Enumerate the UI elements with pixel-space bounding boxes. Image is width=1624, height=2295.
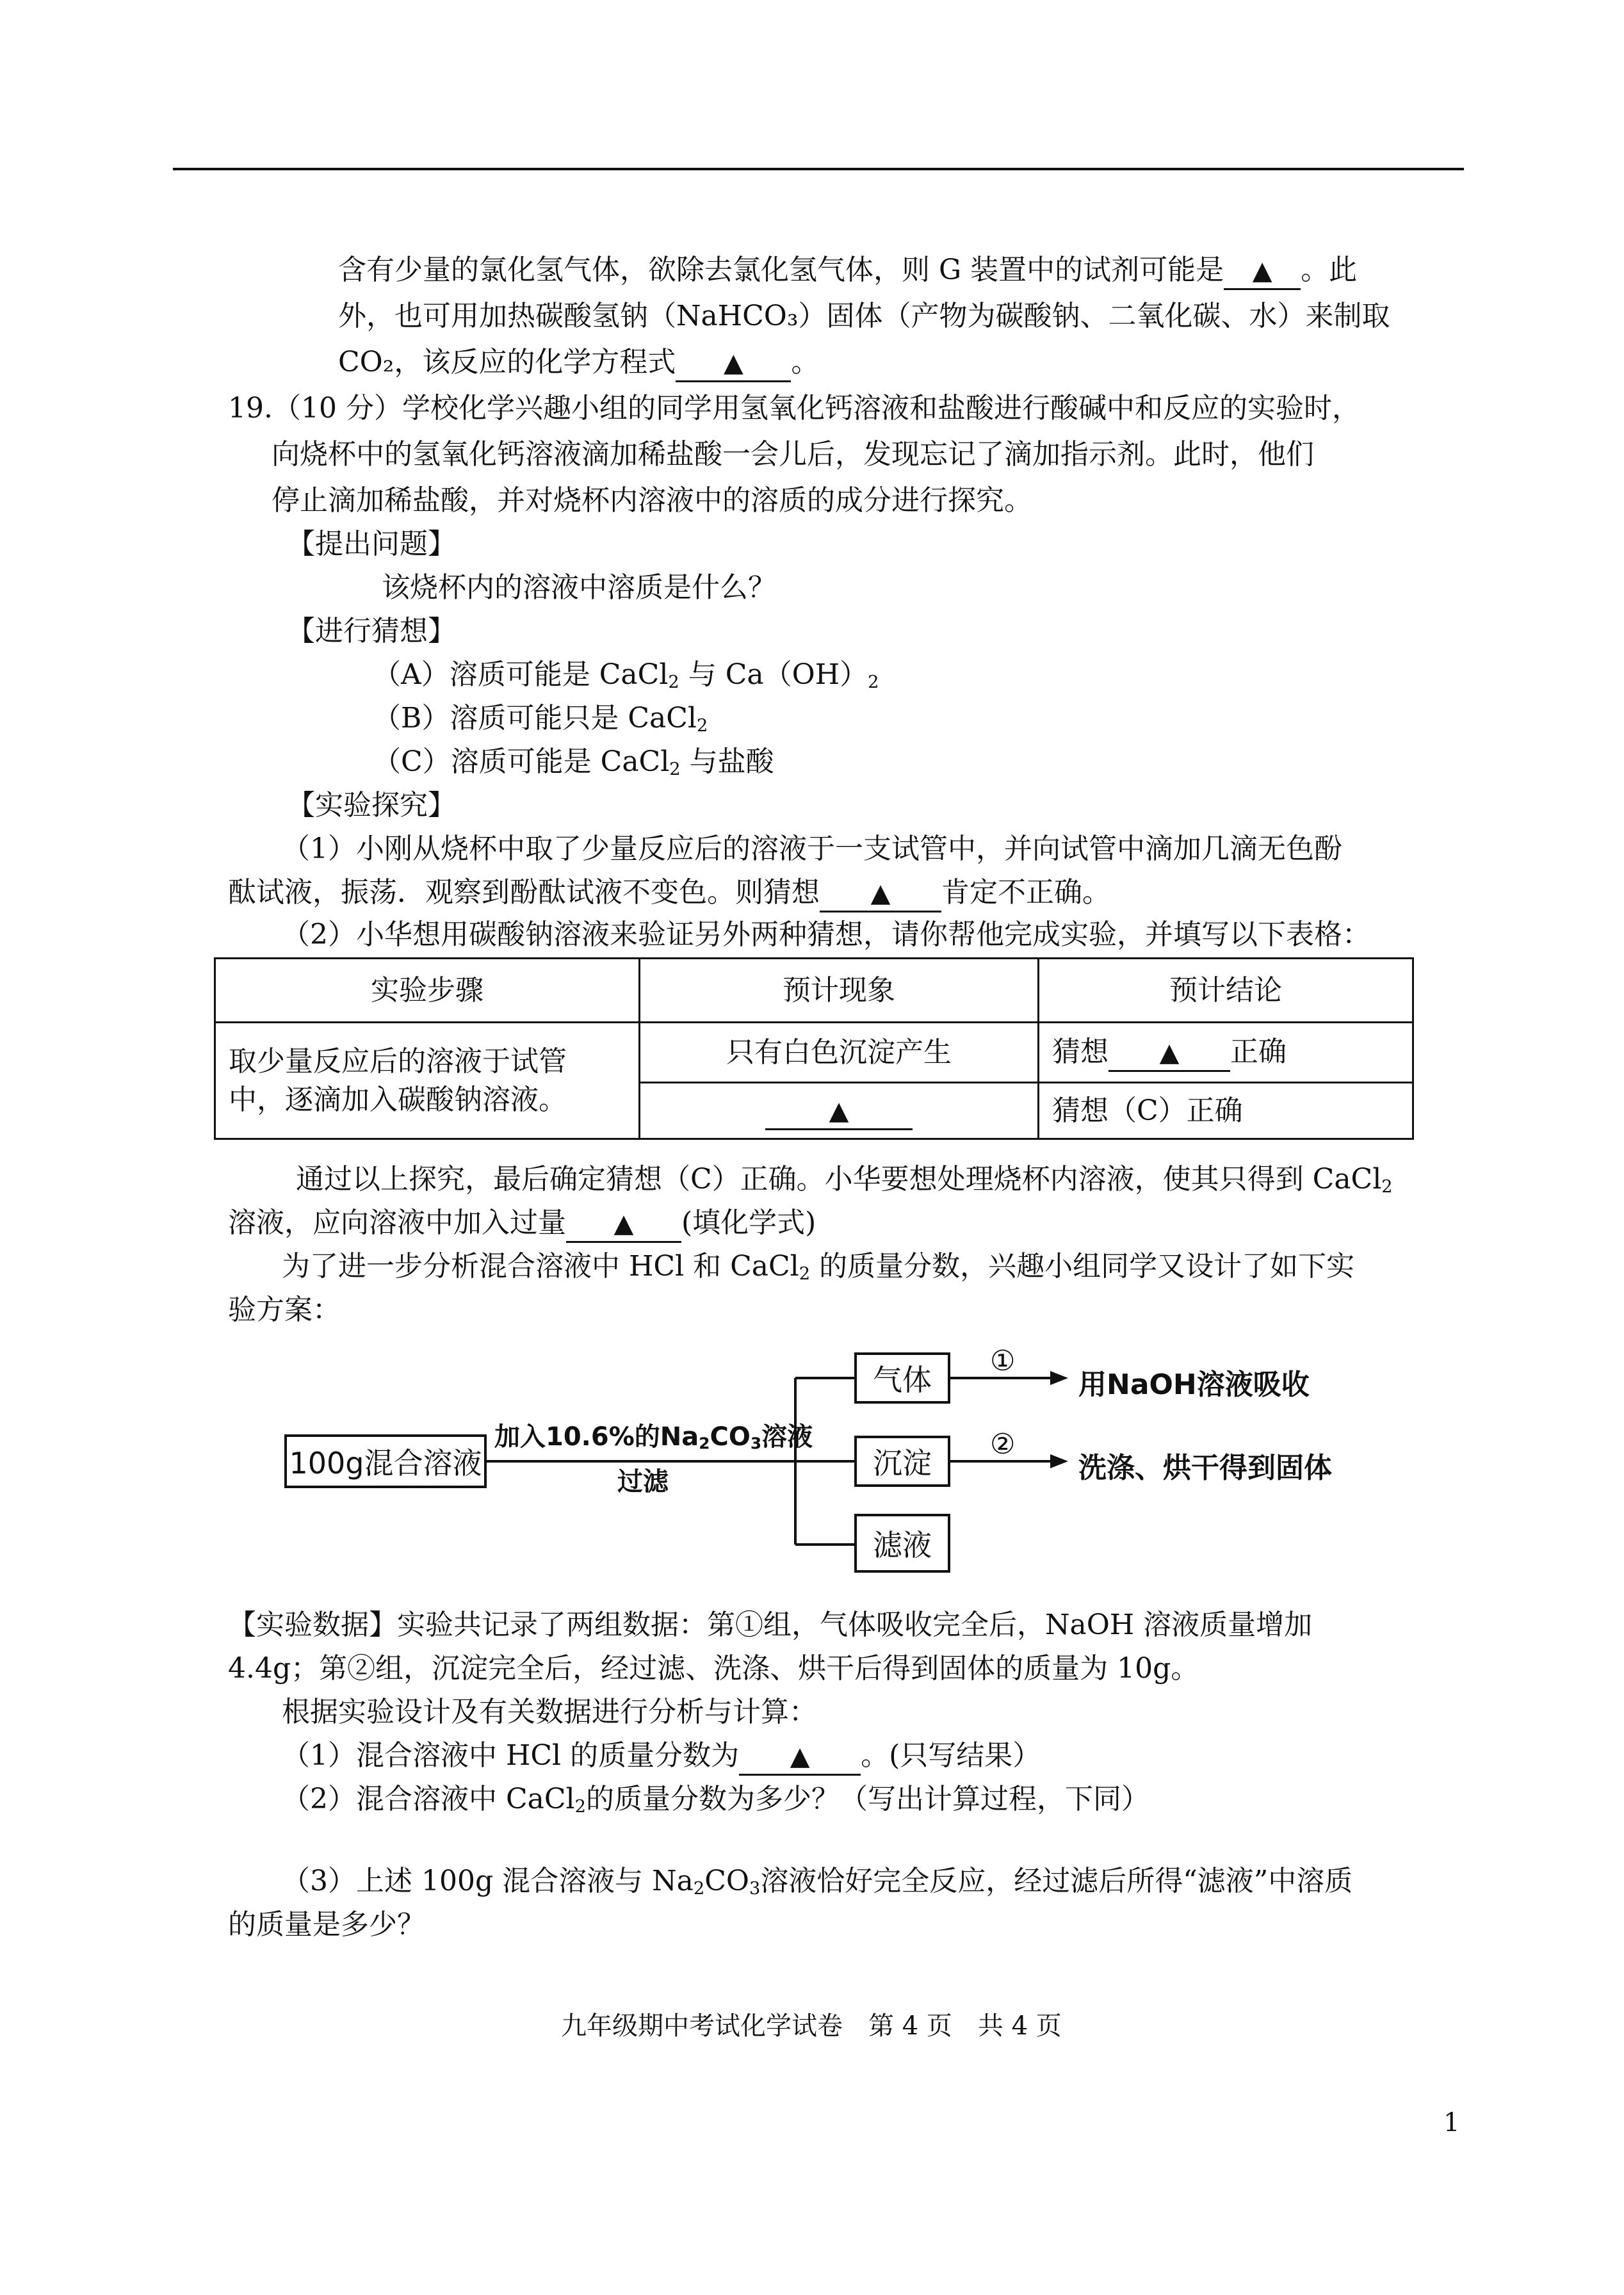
triangle-marker: ▲ [724,348,743,378]
page-footer: 九年级期中考试化学试卷 第 4 页 共 4 页 [561,2011,1062,2041]
triangle-marker: ▲ [613,1209,634,1238]
section-heading: 【实验探究】 [287,789,456,822]
flow-box-mixture: 100g混合溶液 [284,1434,487,1488]
flow-filter-label: 过滤 [617,1467,669,1496]
table-header: 实验步骤 [215,959,640,1023]
question-19-line: 停止滴加稀盐酸，并对烧杯内溶液中的溶质的成分进行探究。 [272,484,1032,517]
sub-question-3: 的质量是多少？ [228,1908,425,1941]
question-19-line: 19.（10 分）学校化学兴趣小组的同学用氢氧化钙溶液和盐酸进行酸碱中和反应的实验时， [228,392,1360,425]
flow-output-1: 用NaOH溶液吸收 [1078,1368,1310,1401]
triangle-marker: ▲ [870,879,891,908]
flow-output-2: 洗涤、烘干得到固体 [1078,1452,1332,1484]
flow-box-precipitate: 沉淀 [854,1436,950,1487]
experiment-1-line: 酞试液，振荡．观察到酚酞试液不变色。则猜想 ▲ 肯定不正确。 [228,873,1110,912]
experiment-2-line: （2）小华想用碳酸钠溶液来验证另外两种猜想，请你帮他完成实验，并填写以下表格： [282,918,1370,951]
table-header: 预计结论 [1039,959,1413,1023]
flow-reagent-label: 加入10.6%的$Na_2CO_3$溶液 [494,1422,813,1453]
answer-blank[interactable] [739,1739,861,1776]
triangle-marker: ▲ [1159,1038,1180,1067]
flow-step-2-marker: ② [990,1428,1016,1461]
guess-c: （C）溶质可能是 CaCl$_2$ 与盐酸 [373,745,774,779]
text-line: 验方案： [228,1293,341,1326]
table-cell-step: 取少量反应后的溶液于试管 中，逐滴加入碳酸钠溶液。 [215,1023,640,1139]
data-line: 4.4g；第②组，沉淀完全后，经过滤、洗涤、烘干后得到固体的质量为 10g。 [228,1652,1199,1685]
sub-question-1: （1）混合溶液中 HCl 的质量分数为 ▲ 。(只写结果） [282,1737,1041,1776]
flow-box-filtrate: 滤液 [854,1514,950,1573]
section-heading: 【提出问题】 [287,528,456,560]
flow-box-gas: 气体 [854,1352,950,1404]
text-line: 含有少量的氯化氢气体，欲除去氯化氢气体，则 G 装置中的试剂可能是 ▲ 。此 [338,251,1357,290]
text-line: 为了进一步分析混合溶液中 HCl 和 CaCl$_2$ 的质量分数，兴趣小组同学又设计了如下实 [282,1250,1355,1284]
experiment-1-line: （1）小刚从烧杯中取了少量反应后的溶液于一支试管中，并向试管中滴加几滴无色酚 [282,832,1342,865]
triangle-marker: ▲ [829,1096,849,1126]
guess-a: （A）溶质可能是 CaCl$_2$ 与 $Ca(OH)_2$ [373,658,879,692]
sub-question-2: （2）混合溶液中 CaCl$_2$的质量分数为多少？（写出计算过程，下同） [282,1783,1149,1817]
data-line: 根据实验设计及有关数据进行分析与计算： [282,1696,817,1728]
sub-question-3: （3）上述 100g 混合溶液与 $Na_2CO_3$溶液恰好完全反应，经过滤后所得“滤液”中溶质 [282,1865,1353,1899]
text-line: 外，也可用加热碳酸氢钠（NaHCO₃）固体（产物为碳酸钠、二氧化碳、水）来制取 [338,300,1390,332]
text-line: 通过以上探究，最后确定猜想（C）正确。小华要想处理烧杯内溶液，使其只得到 CaCl$_2$ [296,1163,1393,1197]
triangle-marker: ▲ [790,1742,810,1771]
section-heading: 【进行猜想】 [287,615,456,647]
text-line: CO₂，该反应的化学方程式 ▲ 。 [338,343,819,382]
table-cell-conclusion: 猜想 ▲ 正确 [1039,1023,1413,1083]
text-line: 溶液，应向溶液中加入过量 ▲ (填化学式) [228,1204,816,1243]
data-line: 【实验数据】实验共记录了两组数据：第①组，气体吸收完全后，NaOH 溶液质量增加 [228,1609,1313,1641]
page-number: 1 [1443,2108,1460,2137]
table-header: 预计现象 [640,959,1039,1023]
table-cell-phenomenon: 只有白色沉淀产生 [640,1023,1039,1083]
table-cell-conclusion: 猜想（C）正确 [1039,1083,1413,1139]
guess-b: （B）溶质可能只是 CaCl$_2$ [373,702,708,736]
question-text: 该烧杯内的溶液中溶质是什么？ [382,571,776,604]
flow-step-1-marker: ① [990,1345,1016,1377]
question-19-line: 向烧杯中的氢氧化钙溶液滴加稀盐酸一会儿后，发现忘记了滴加指示剂。此时，他们 [272,438,1314,471]
triangle-marker: ▲ [1252,256,1272,286]
